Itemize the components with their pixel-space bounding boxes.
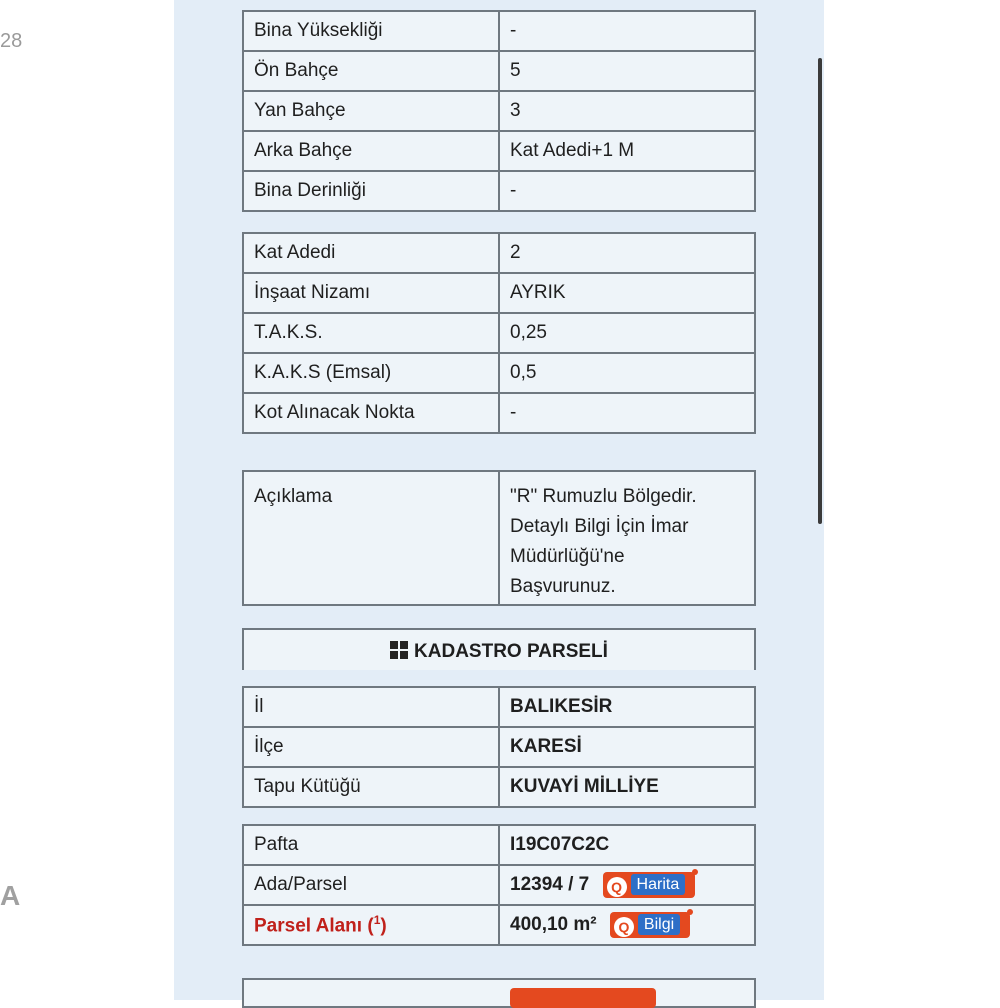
row-label: Ada/Parsel xyxy=(243,865,499,905)
grid-icon xyxy=(390,641,408,659)
table-row xyxy=(243,11,755,51)
row-value xyxy=(499,865,755,905)
row-value: - xyxy=(499,393,755,433)
row-label: Yan Bahçe xyxy=(243,91,499,131)
location-table xyxy=(242,686,756,808)
row-label: K.A.K.S (Emsal) xyxy=(243,353,499,393)
row-label: Tapu Kütüğü xyxy=(243,767,499,807)
row-label: T.A.K.S. xyxy=(243,313,499,353)
side-letter: A xyxy=(0,880,21,911)
row-label: Arka Bahçe xyxy=(243,131,499,171)
table-row xyxy=(243,471,755,605)
section-title: KADASTRO PARSELİ xyxy=(414,641,608,662)
row-value: 3 xyxy=(499,91,755,131)
description-value xyxy=(499,471,755,605)
row-value: AYRIK xyxy=(499,273,755,313)
row-label: Kat Adedi xyxy=(243,233,499,273)
info-button-label: Bilgi xyxy=(638,914,680,935)
construction-params-table xyxy=(242,232,756,434)
row-label: Pafta xyxy=(243,825,499,865)
row-label: Bina Derinliği xyxy=(243,171,499,211)
table-row xyxy=(243,313,755,353)
row-label: İnşaat Nizamı xyxy=(243,273,499,313)
row-label: İl xyxy=(243,687,499,727)
description-line: Müdürlüğü'ne xyxy=(510,546,625,567)
row-label: Ön Bahçe xyxy=(243,51,499,91)
row-value: 0,5 xyxy=(499,353,755,393)
info-button[interactable] xyxy=(610,912,690,938)
cut-off-row xyxy=(242,978,756,1008)
row-value xyxy=(499,905,755,945)
footnote-marker: 1 xyxy=(373,912,381,927)
parsel-alani-label: Parsel Alanı xyxy=(254,915,363,937)
description-line: Başvurunuz. xyxy=(510,576,616,597)
description-line: "R" Rumuzlu Bölgedir. xyxy=(510,486,697,507)
table-row xyxy=(243,865,755,905)
table-row xyxy=(243,91,755,131)
parsel-alani-value: 400,10 m² xyxy=(510,914,597,936)
table-row xyxy=(243,393,755,433)
row-value: I19C07C2C xyxy=(499,825,755,865)
row-value: 0,25 xyxy=(499,313,755,353)
map-button[interactable] xyxy=(603,872,696,898)
row-value: 2 xyxy=(499,233,755,273)
table-row xyxy=(243,353,755,393)
description-line: Detaylı Bilgi İçin İmar xyxy=(510,516,689,537)
row-label: İlçe xyxy=(243,727,499,767)
row-value: 5 xyxy=(499,51,755,91)
row-label: Açıklama xyxy=(243,471,499,605)
side-number: 28 xyxy=(0,30,23,52)
map-button-label: Harita xyxy=(631,874,686,895)
row-value: - xyxy=(499,171,755,211)
description-table xyxy=(242,470,756,606)
scrollbar[interactable] xyxy=(818,58,822,524)
building-setbacks-table xyxy=(242,10,756,212)
search-icon: Q xyxy=(614,917,634,937)
row-value: KARESİ xyxy=(499,727,755,767)
row-value: Kat Adedi+1 M xyxy=(499,131,755,171)
table-row xyxy=(243,727,755,767)
table-row xyxy=(243,233,755,273)
table-row xyxy=(243,51,755,91)
row-label: Parsel Alanı ($^1$) xyxy=(243,905,499,945)
row-label: Bina Yüksekliği xyxy=(243,11,499,51)
search-icon: Q xyxy=(607,877,627,897)
ada-parsel-value: 12394 / 7 xyxy=(510,874,590,896)
table-row xyxy=(243,273,755,313)
parcel-table xyxy=(242,824,756,946)
table-row xyxy=(243,687,755,727)
row-value: KUVAYİ MİLLİYE xyxy=(499,767,755,807)
table-row xyxy=(243,131,755,171)
table-row xyxy=(243,825,755,865)
table-row xyxy=(243,171,755,211)
table-row xyxy=(243,905,755,945)
row-label: Kot Alınacak Nokta xyxy=(243,393,499,433)
cut-off-button[interactable] xyxy=(510,988,656,1008)
table-row xyxy=(243,767,755,807)
row-value: - xyxy=(499,11,755,51)
row-value: BALIKESİR xyxy=(499,687,755,727)
section-header-kadastro xyxy=(242,628,756,670)
